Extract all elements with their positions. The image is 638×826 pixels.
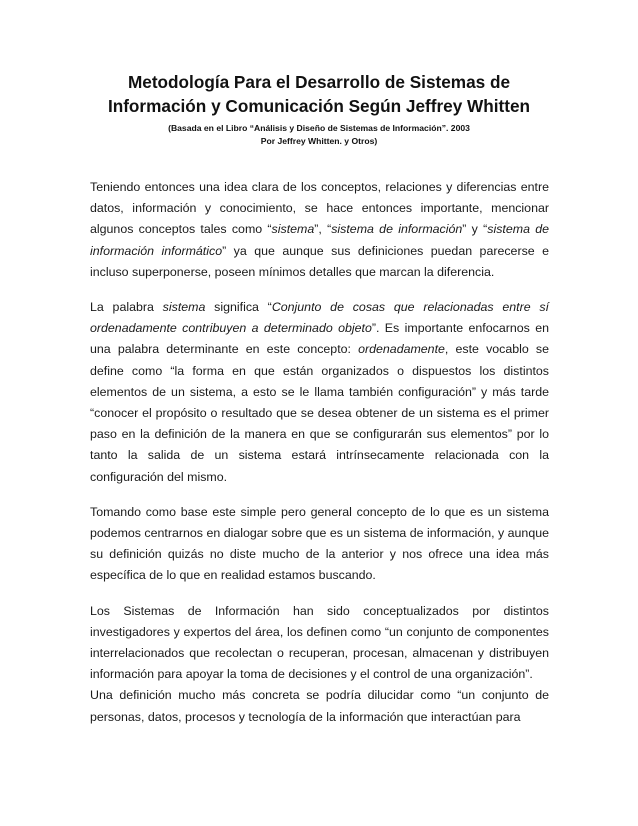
paragraph-2-text-2: significa “ xyxy=(205,300,272,315)
paragraph-1-text-3: ” y “ xyxy=(462,222,488,237)
paragraph-5: Una definición mucho más concreta se podría dilucidar como “un conjunto de personas, datos, procesos y tecnología de la información que interactúan para xyxy=(90,688,549,724)
subtitle-line-1: (Basada en el Libro “Análisis y Diseño de Sistemas de Información”. 2003 xyxy=(168,123,470,133)
document-subtitle xyxy=(60,122,578,148)
paragraph-4: Los Sistemas de Información han sido conceptualizados por distintos investigadores y expertos del área, los definen como “un conjunto de componentes interrelacionados que recolectan o recuperan, procesan, almacenan y distribuyen información para apoyar la toma de decisiones y el control de una organización”. xyxy=(90,603,549,682)
paragraph-1-text-4: ” ya que aunque sus definiciones puedan parecerse e incluso superponerse, poseen mínimos detalles que marcan la diferencia. xyxy=(90,243,549,279)
title-line-2: Información y Comunicación Según Jeffrey Whitten xyxy=(107,96,531,116)
document-title xyxy=(60,70,578,118)
document-body xyxy=(90,177,549,728)
title-line-1: Metodología Para el Desarrollo de Sistemas de xyxy=(127,72,511,92)
paragraph-2 xyxy=(90,297,549,488)
paragraph-1 xyxy=(90,177,549,283)
paragraph-1-italic-3: sistema de información informático xyxy=(90,222,550,258)
paragraph-2-italic-1: sistema xyxy=(162,300,206,315)
subtitle-line-2: Por Jeffrey Whitten. y Otros) xyxy=(260,136,378,146)
paragraph-3: Tomando como base este simple pero general concepto de lo que es un sistema podemos centrarnos en dialogar sobre que es un sistema de información, y aunque su definición quizás no diste mucho de la anterior y nos ofrece una idea más específica de lo que en realidad estamos buscando. xyxy=(90,504,549,583)
paragraph-1-text-2: ”, “ xyxy=(314,222,332,237)
paragraph-2-italic-2: Conjunto de cosas que relacionadas entre sí ordenadamente contribuyen a determinado objeto xyxy=(90,300,549,336)
paragraph-1-italic-1: sistema xyxy=(271,222,315,237)
paragraph-1-text-1: Teniendo entonces una idea clara de los conceptos, relaciones y diferencias entre datos, información y conocimiento, se hace entonces importante, mencionar algunos conceptos tales como “ xyxy=(90,180,549,237)
paragraph-1-italic-2: sistema de información xyxy=(331,222,463,237)
paragraph-2-italic-3: ordenadamente xyxy=(358,342,445,357)
paragraph-2-text-1: La palabra xyxy=(90,300,163,315)
paragraph-2-text-3: ”. Es importante enfocarnos en una palabra determinante en este concepto: xyxy=(90,321,549,357)
paragraph-2-text-4: , este vocablo se define como “la forma en que están organizados o dispuestos los distintos elementos de un sistema, a esto se le llama también configuración” y más tarde “conocer el propósito o resultado que se desea obtener de un sistema es el primer paso en la definición de la manera en que se configurarán sus elementos” por lo tanto la salida de un sistema estará intrínsecamente relacionada con la configuración del mismo. xyxy=(90,342,549,484)
